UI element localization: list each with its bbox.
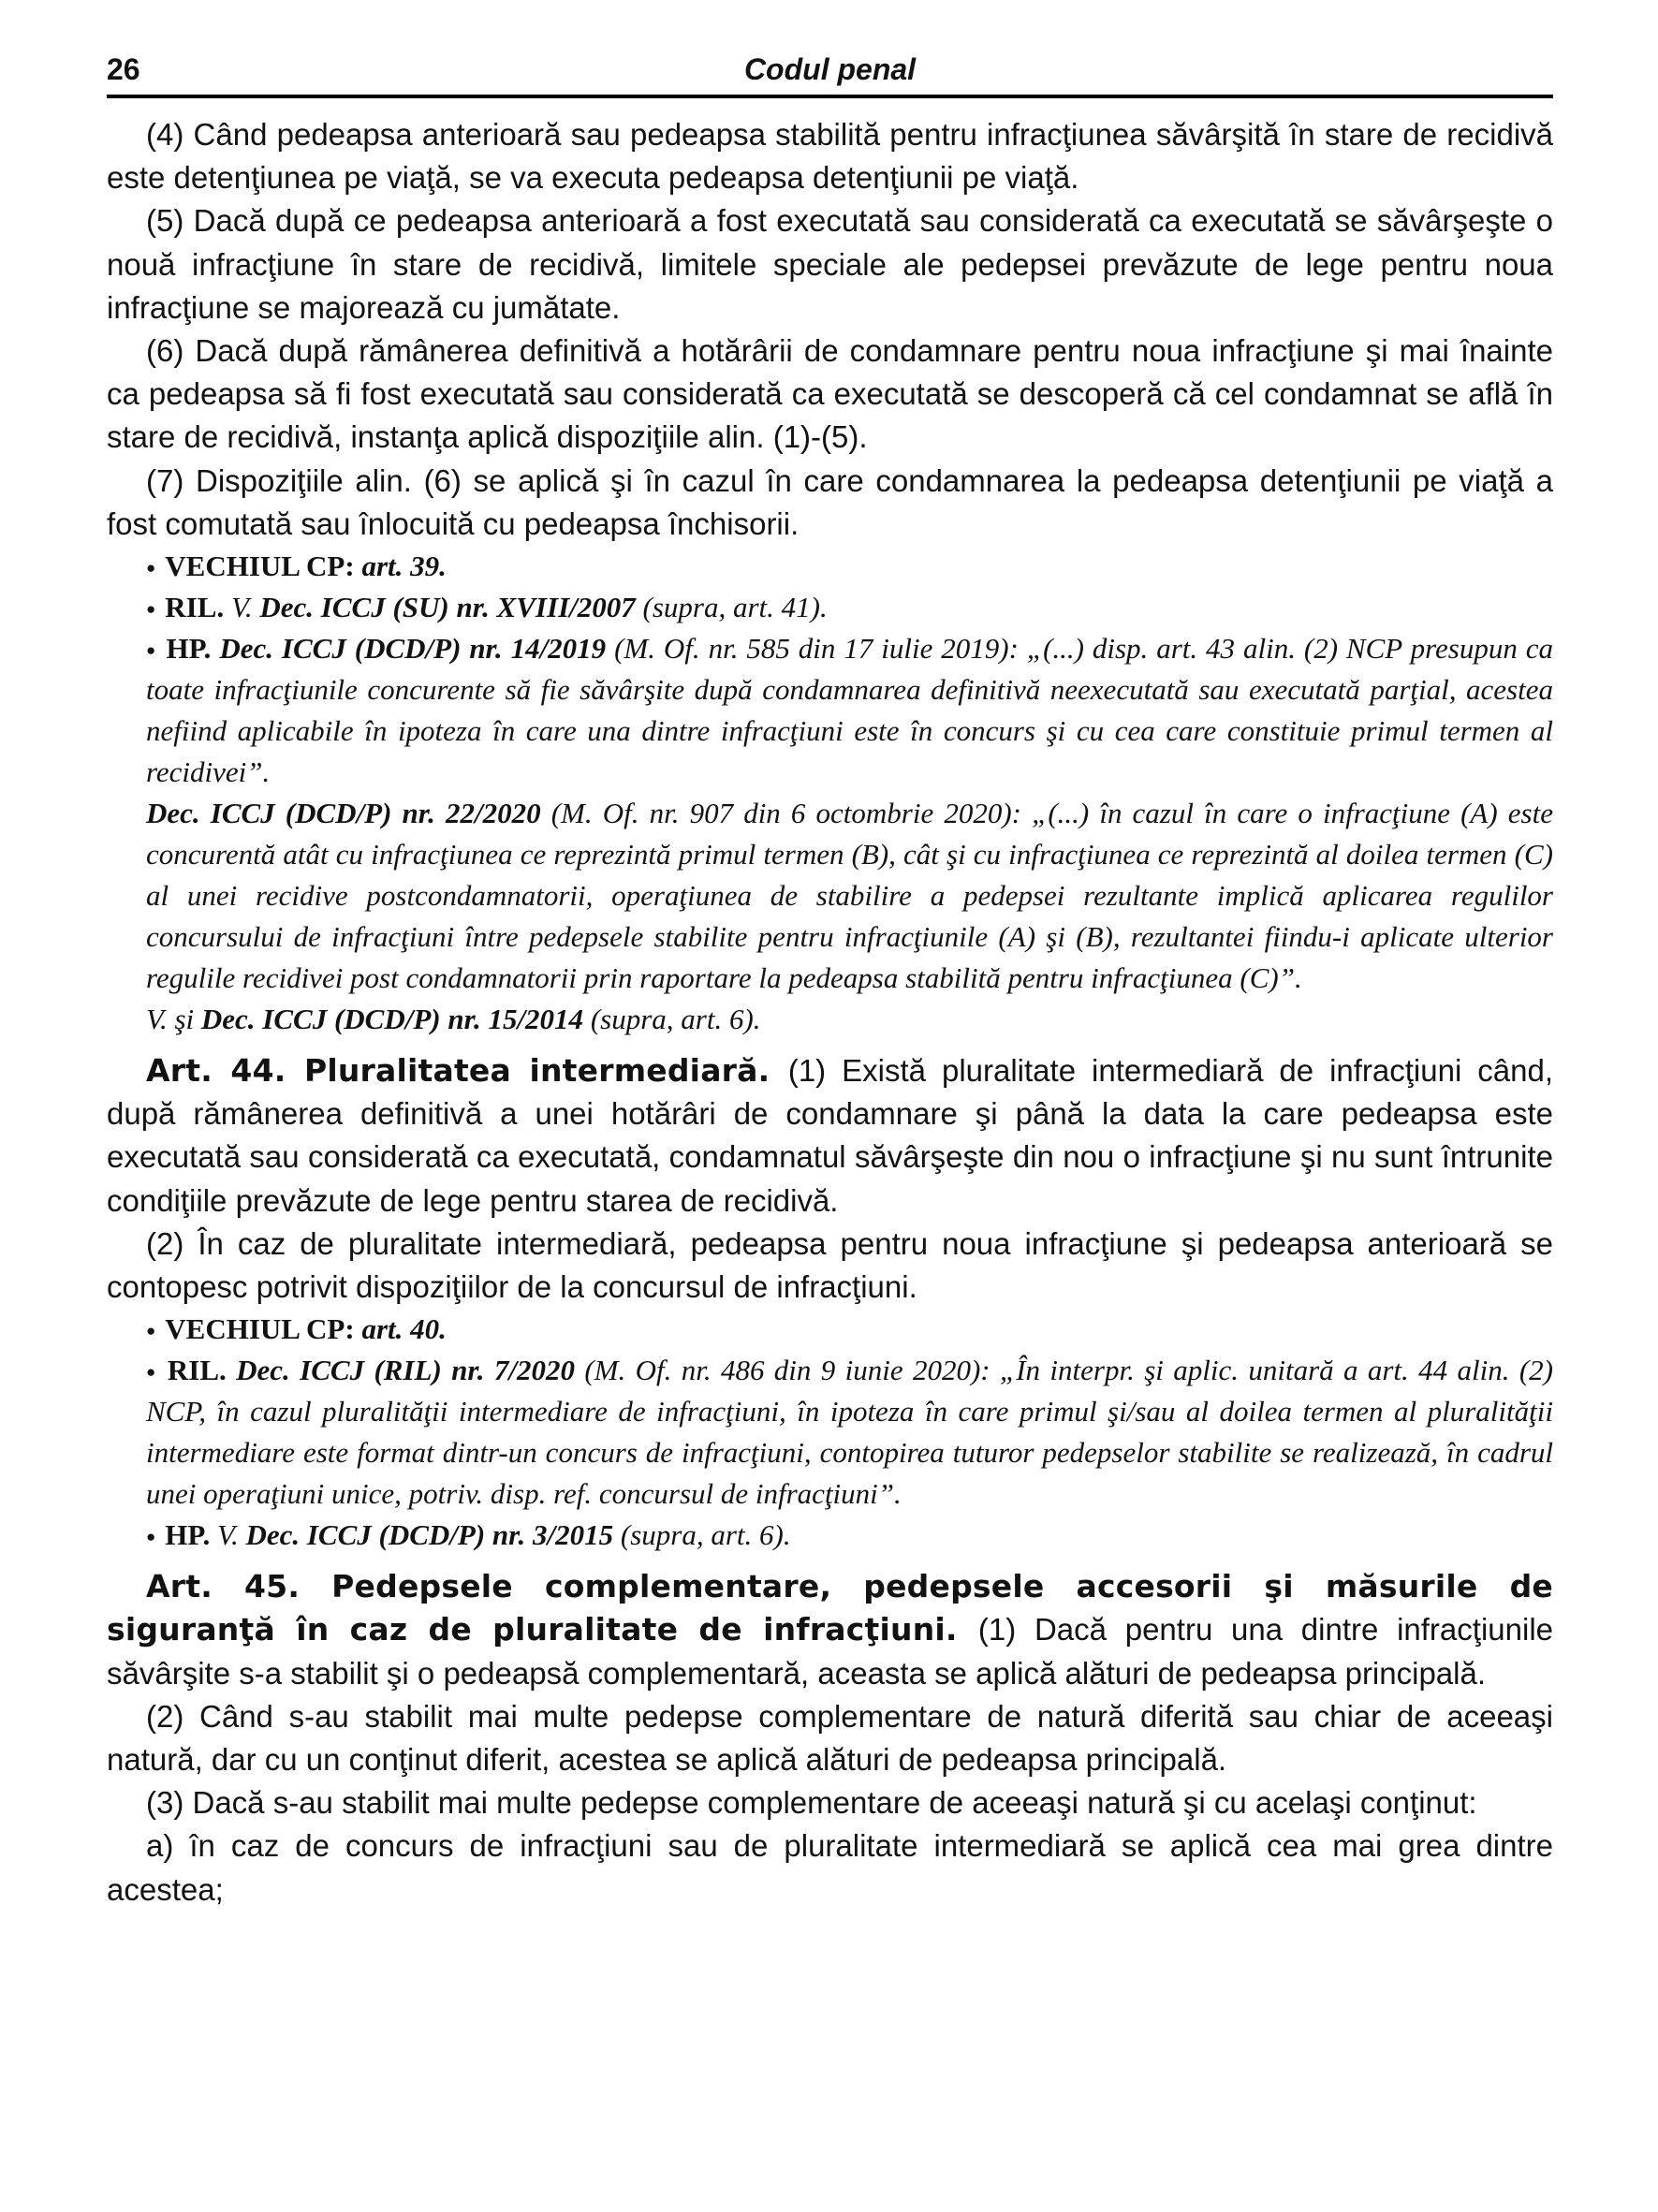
text-segment: art. 40. [361,1312,447,1346]
page-content [107,113,1553,1912]
text-segment: Art. 45. Pedepsele complementare, pedepsele accesorii şi măsurile de siguranţă în caz de pluralitate de infracţiuni. [107,1568,1553,1648]
article-paragraph [107,1049,1553,1223]
text-segment: (7) Dispoziţiile alin. (6) se aplică şi în cazul în care condamnarea la pedeapsa detenţiunii pe viaţă a fost comutată sau înlocuită cu pedeapsa închisorii. [107,462,1553,541]
text-segment: V. şi [146,1003,201,1036]
text-segment: (supra, art. 6). [620,1518,791,1552]
bullet-icon: ● [146,640,157,659]
page-header [107,52,1553,87]
text-segment: (supra, art. 41). [642,590,828,623]
text-segment: (supra, art. 6). [590,1003,761,1036]
text-segment: HP. [166,631,220,665]
article-paragraph [107,1565,1553,1695]
text-segment: Dec. ICCJ (SU) nr. XVIII/2007 [259,590,643,623]
text-segment: (M. Of. nr. 907 din 6 octombrie 2020): „(...) în cazul în care o infracţiune (A) este concurentă atât cu infracţiunea ce reprezintă primul termen (B), cât şi cu infracţiunea ce reprezintă al doilea termen (C) al unei recidive postcondamnatorii, operaţiunea de stabilire a pedepsei rezultante implică aplicarea regulilor concursului de infracţiuni între pedepsele stabilite pentru infracţiunile (A) şi (B), rezultantei fiindu-i aplicate ulterior regulile recidivei post condamnatorii prin raportare la pedeapsa stabilită pentru infracţiunea (C)”. [146,796,1553,995]
text-segment: Dec. ICCJ (DCD/P) nr. 14/2019 [219,631,615,665]
bullet-icon: ● [146,599,156,618]
annotation-paragraph [146,1309,1553,1350]
annotation-paragraph [146,628,1553,793]
body-paragraph [107,1824,1553,1911]
text-segment: (1) Dacă pentru una dintre infracţiunile săvârşite s-a stabilit şi o pedeapsă complementară, aceasta se aplică alături de pedeapsa principală. [107,1612,1553,1691]
bullet-icon: ● [146,558,156,577]
text-segment: RIL. [165,590,231,623]
body-paragraph [107,113,1553,199]
text-segment: (M. Of. nr. 486 din 9 iunie 2020): „În interpr. şi aplic. unitară a art. 44 alin. (2) NCP, în cazul pluralităţii intermediare de infracţiuni, în ipoteza în care primul şi/sau al doilea termen al pluralităţii intermediare este format dintr-un concurs de infracţiuni, contopirea tuturor pedepselor stabilite se realizează, în cadrul unei operaţiuni unice, potriv. disp. ref. concursul de infracţiuni”. [146,1354,1553,1511]
body-paragraph [107,1781,1553,1824]
text-segment: (1) Există pluralitate intermediară de infracţiuni când, după rămânerea definitivă a unei hotărâri de condamnare şi până la data la care pedeapsa este executată sau considerată ca executată, condamnatul săvârşeşte din nou o infracţiune şi nu sunt întrunite condiţiile prevăzute de lege pentru starea de recidivă. [107,1053,1553,1218]
annotation-paragraph [146,587,1553,628]
text-segment: RIL. [167,1354,237,1387]
bullet-icon: ● [146,1528,156,1546]
text-segment: VECHIUL CP: [165,1312,362,1346]
text-segment: HP. [165,1518,217,1552]
text-segment: VECHIUL CP: [165,549,362,582]
text-segment: (5) Dacă după ce pedeapsa anterioară a fost executată sau considerată ca executată se săvârşeşte o nouă infracţiune în stare de recidivă, limitele speciale ale pedepsei prevăzute de lege pentru noua infracţiune se majorează cu jumătate. [107,203,1553,325]
text-segment: (6) Dacă după rămânerea definitivă a hotărârii de condamnare pentru noua infracţiune şi mai înainte ca pedeapsa să fi fost executată sau considerată ca executată se descoperă că cel condamnat se află în stare de recidivă, instanţa aplică dispoziţiile alin. (1)-(5). [107,332,1553,455]
text-segment: V. [230,590,260,623]
annotation-paragraph [146,999,1553,1040]
text-segment: Art. 44. Pluralitatea intermediară. [146,1052,788,1090]
text-segment: (2) În caz de pluralitate intermediară, pedeapsa pentru noua infracţiune şi pedeapsa anterioară se contopesc potrivit dispoziţiilor de la concursul de infracţiuni. [107,1225,1553,1304]
body-paragraph [107,1695,1553,1781]
running-title: Codul penal [743,52,917,86]
annotation-paragraph [146,1350,1553,1515]
body-paragraph [107,199,1553,330]
text-segment: (3) Dacă s-au stabilit mai multe pedepse complementare de aceeaşi natură şi cu acelaşi conţinut: [146,1785,1477,1821]
text-segment: Dec. ICCJ (DCD/P) nr. 22/2020 [146,796,551,829]
text-segment: Dec. ICCJ (RIL) nr. 7/2020 [236,1354,585,1387]
text-segment: a) în caz de concurs de infracţiuni sau de pluralitate intermediară se aplică cea mai grea dintre acestea; [107,1828,1553,1907]
body-paragraph [107,460,1553,546]
text-segment: Dec. ICCJ (DCD/P) nr. 3/2015 [245,1518,621,1552]
annotation-paragraph [146,1515,1553,1556]
header-rule [107,95,1553,98]
page-number: 26 [107,52,140,86]
text-segment: (4) Când pedeapsa anterioară sau pedeapsa stabilită pentru infracţiunea săvârşită în stare de recidivă este detenţiunea pe viaţă, se va executa pedeapsa detenţiunii pe viaţă. [107,117,1553,196]
text-segment: Dec. ICCJ (DCD/P) nr. 15/2014 [200,1003,591,1036]
text-segment: (M. Of. nr. 585 din 17 iulie 2019): „(...) disp. art. 43 alin. (2) NCP presupun ca toate infracţiunile concurente să fie săvârşite după condamnarea definitivă neexecutată sau executată parţial, acestea nefiind aplicabile în ipoteza în care una dintre infracţiuni este în concurs şi cu cea care constituie primul termen al recidivei”. [146,631,1553,788]
body-paragraph [107,330,1553,460]
body-paragraph [107,1223,1553,1309]
annotation-paragraph [146,793,1553,999]
bullet-icon: ● [146,1363,158,1382]
text-segment: art. 39. [361,549,447,582]
bullet-icon: ● [146,1322,156,1340]
text-segment: V. [217,1518,246,1552]
annotation-paragraph [146,546,1553,587]
text-segment: (2) Când s-au stabilit mai multe pedepse complementare de natură diferită sau chiar de aceeaşi natură, dar cu un conţinut diferit, acestea se aplică alături de pedeapsa principală. [107,1698,1553,1778]
